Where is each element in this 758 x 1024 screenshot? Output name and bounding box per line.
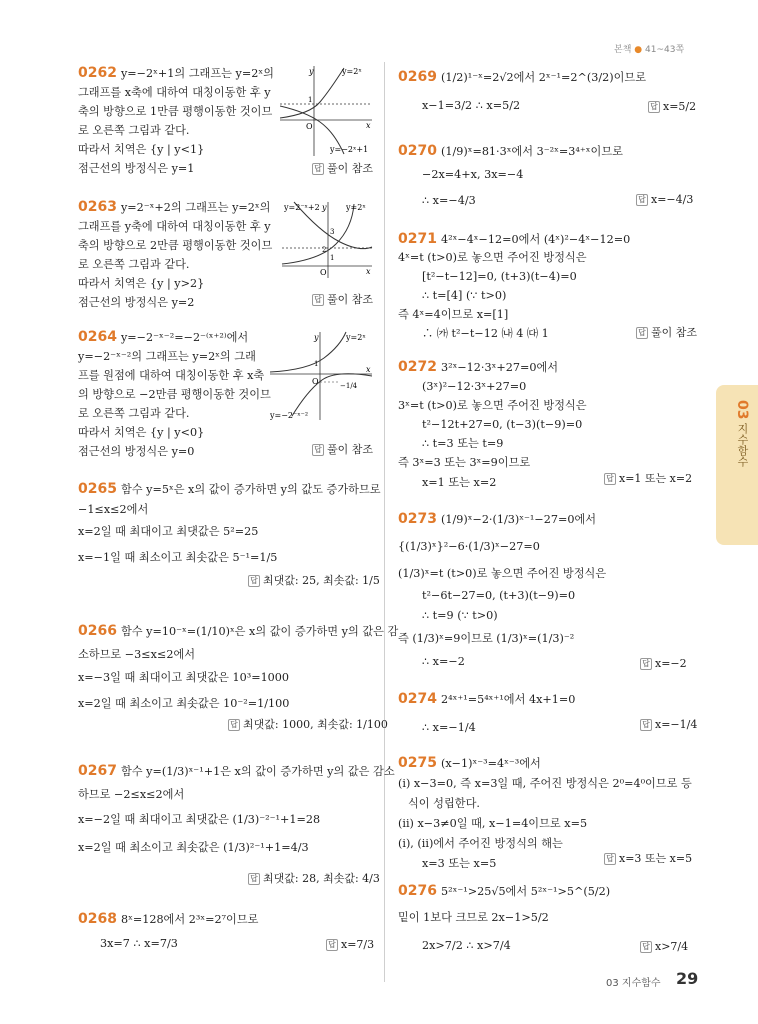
line: ∴ ㈎ t²−t−12 ㈏ 4 ㈐ 1 [422,327,549,340]
answer-box-icon: 답 [248,873,260,885]
answer-text: x=5/2 [663,100,697,113]
line: −2x=4+x, 3x=−4 [422,168,524,181]
line: 그래프를 x축에 대하여 대칭이동한 후 y [78,86,271,99]
answer-box-icon: 답 [248,575,260,587]
line: ∴ x=−4/3 [422,194,476,207]
line: x=1 또는 x=2 [422,476,497,489]
answer-box-icon: 답 [312,444,324,456]
problem-0262 [78,66,274,176]
curve-label: y=2ˣ [346,203,366,212]
line: 따라서 치역은 {y | y<1} [78,143,205,156]
answer-text: 풀이 참조 [651,326,698,339]
line: 로 오른쪽 그림과 같다. [78,124,190,137]
tick-label: 2 [322,246,327,254]
tick-label: −1/4 [340,382,358,390]
answer-text: x=−4/3 [651,193,694,206]
problem-0268 [78,912,258,951]
line: 즉 3ˣ=3 또는 3ˣ=9이므로 [398,456,531,469]
page-number: 29 [676,969,699,988]
answer-0275 [604,850,692,866]
answer-box-icon: 답 [312,294,324,306]
line: y=−2⁻ˣ⁻²=−2⁻⁽ˣ⁺²⁾에서 [120,331,249,344]
answer-0266 [228,716,388,732]
line: {(1/3)ˣ}²−6·(1/3)ˣ−27=0 [398,540,540,553]
answer-0269 [648,100,696,113]
answer-text: x=1 또는 x=2 [619,472,693,485]
line: 5²ˣ⁻¹>25√5에서 5²ˣ⁻¹>5^(5/2) [440,885,611,898]
problem-number: 0274 [398,691,437,707]
line: t²−6t−27=0, (t+3)(t−9)=0 [422,589,576,602]
answer-box-icon: 답 [228,719,240,731]
problem-number: 0271 [398,231,437,247]
curve-label: y=−2⁻ˣ⁻² [270,411,309,420]
answer-box-icon: 답 [640,658,652,670]
answer-0262 [312,160,373,176]
page-header [614,42,684,55]
problem-number: 0276 [398,883,437,899]
line: x=2일 때 최소이고 최솟값은 10⁻²=1/100 [78,697,290,710]
line: ∴ t=9 (∵ t>0) [422,609,498,622]
line: (ii) x−3≠0일 때, x−1=4이므로 x=5 [398,817,588,830]
answer-0276 [640,940,688,953]
problem-number: 0269 [398,69,437,85]
line: x−1=3/2 ∴ x=5/2 [422,99,521,112]
graph-0264 [268,328,376,424]
line: 소하므로 −3≤x≤2에서 [78,648,196,661]
problem-number: 0266 [78,623,117,639]
line: 즉 (1/3)ˣ=9이므로 (1/3)ˣ=(1/3)⁻² [398,632,575,645]
problem-0273 [398,512,606,669]
line: t²−12t+27=0, (t−3)(t−9)=0 [422,418,583,431]
line: (1/9)ˣ=81·3ˣ에서 3⁻²ˣ=3⁴⁺ˣ이므로 [440,145,623,158]
line: 함수 y=(1/3)ˣ⁻¹+1은 x의 값이 증가하면 y의 값은 감소 [120,765,395,778]
problem-0274 [398,692,575,735]
problem-0269 [398,70,646,113]
tick-label: 1 [314,360,319,368]
problem-number: 0272 [398,359,437,375]
problem-0264 [78,330,271,459]
axis-label: x [366,365,371,374]
line: (1/3)ˣ=t (t>0)로 놓으면 주어진 방정식은 [398,567,607,580]
answer-box-icon: 답 [636,327,648,339]
problem-0270 [398,144,623,208]
line: 4²ˣ−4ˣ−12=0에서 (4ˣ)²−4ˣ−12=0 [440,233,631,246]
answer-box-icon: 답 [636,194,648,206]
problem-number: 0270 [398,143,437,159]
answer-0267 [248,870,380,886]
origin-label: O [312,377,319,386]
tick-label: 1 [330,254,335,262]
answer-text: x>7/4 [655,940,689,953]
line: (i), (ii)에서 주어진 방정식의 해는 [398,837,563,850]
line: 함수 y=10⁻ˣ=(1/10)ˣ은 x의 값이 증가하면 y의 값은 감 [120,625,399,638]
problem-number: 0267 [78,763,117,779]
line: x=3 또는 x=5 [422,857,497,870]
answer-0265 [248,572,380,588]
problem-number: 0273 [398,511,437,527]
chapter-tab-label [724,400,750,467]
answer-0273 [640,657,687,670]
line: 점근선의 방정식은 y=2 [78,296,195,309]
line: 그래프를 y축에 대하여 대칭이동한 후 y [78,220,271,233]
line: 점근선의 방정식은 y=0 [78,445,195,458]
graph-0262 [280,62,376,158]
line: x=−2일 때 최대이고 최댓값은 (1/3)⁻²⁻¹+1=28 [78,813,321,826]
curve-label: y=2⁻ˣ+2 [284,203,320,212]
problem-number: 0265 [78,481,117,497]
line: (i) x−3=0, 즉 x=3일 때, 주어진 방정식은 2⁰=4⁰이므로 등 [398,777,692,790]
chapter-tab-number: 03 [734,400,750,420]
line: 4ˣ=t (t>0)로 놓으면 주어진 방정식은 [398,251,587,264]
line: ∴ x=−1/4 [422,721,476,734]
answer-text: 최댓값: 1000, 최솟값: 1/100 [243,718,388,731]
line: (3ˣ)²−12·3ˣ+27=0 [422,380,527,393]
origin-label: O [320,268,327,277]
line: x=−3일 때 최대이고 최댓값은 10³=1000 [78,671,290,684]
line: 로 오른쪽 그림과 같다. [78,258,190,271]
answer-text: 최댓값: 25, 최솟값: 1/5 [263,574,380,587]
line: 2x>7/2 ∴ x>7/4 [422,939,511,952]
curve-label: y=−2ˣ+1 [330,145,369,154]
tick-label: 3 [330,228,335,236]
problem-number: 0275 [398,755,437,771]
answer-text: 풀이 참조 [327,162,374,175]
answer-text: 최댓값: 28, 최솟값: 4/3 [263,872,380,885]
line: 축의 방향으로 2만큼 평행이동한 것이므 [78,239,273,252]
line: ∴ x=−2 [422,655,465,668]
answer-box-icon: 답 [648,101,660,113]
chapter-tab-title: 지수함수 [736,422,749,467]
problem-0276 [398,884,610,953]
answer-0263 [312,291,373,307]
axis-label: x [366,267,371,276]
answer-box-icon: 답 [604,853,616,865]
answer-0270 [636,193,693,206]
line: y=−2⁻ˣ⁻²의 그래프는 y=2ˣ의 그래 [78,350,256,363]
answer-box-icon: 답 [312,163,324,175]
header-pages: 41~43쪽 [645,45,685,55]
line: 2⁴ˣ⁺¹=5⁴ˣ⁺¹에서 4x+1=0 [440,693,576,706]
problem-number: 0264 [78,329,117,345]
line: [t²−t−12]=0, (t+3)(t−4)=0 [422,270,577,283]
answer-text: x=7/3 [341,938,375,951]
answer-text: 풀이 참조 [327,443,374,456]
line: (1/2)¹⁻ˣ=2√2에서 2ˣ⁻¹=2^(3/2)이므로 [440,71,647,84]
answer-text: x=−1/4 [655,718,698,731]
axis-label: y [314,333,319,342]
footer-chapter: 03 지수함수 [606,978,661,989]
problem-number: 0263 [78,199,117,215]
bullet-dot-icon: ● [634,45,643,55]
line: 즉 4ˣ=4이므로 x=[1] [398,308,509,321]
problem-0263 [78,200,272,310]
answer-box-icon: 답 [326,939,338,951]
answer-text: x=−2 [655,657,687,670]
line: 하므로 −2≤x≤2에서 [78,788,185,801]
line: 3x=7 ∴ x=7/3 [100,937,178,950]
problem-0271 [398,232,630,341]
tick-label: 1 [308,96,313,104]
line: 따라서 치역은 {y | y>2} [78,277,205,290]
graph-0263 [280,196,376,282]
answer-box-icon: 답 [604,473,616,485]
problem-0266 [78,624,398,711]
line: x=2일 때 최대이고 최댓값은 5²=25 [78,525,259,538]
line: x=2일 때 최소이고 최솟값은 (1/3)²⁻¹+1=4/3 [78,841,309,854]
origin-label: O [306,122,313,131]
line: (x−1)ˣ⁻³=4ˣ⁻³에서 [440,757,541,770]
curve-label: y=2ˣ [346,333,366,342]
line: 의 방향으로 −2만큼 평행이동한 것이므 [78,388,271,401]
line: 축의 방향으로 1만큼 평행이동한 것이므 [78,105,273,118]
line: 로 오른쪽 그림과 같다. [78,407,190,420]
line: (1/9)ˣ−2·(1/3)ˣ⁻¹−27=0에서 [440,513,597,526]
axis-label: y [309,67,314,76]
problem-0267 [78,764,395,855]
line: 따라서 치역은 {y | y<0} [78,426,205,439]
line: y=2⁻ˣ+2의 그래프는 y=2ˣ의 [120,201,271,214]
line: x=−1일 때 최소이고 최솟값은 5⁻¹=1/5 [78,551,278,564]
line: 3²ˣ−12·3ˣ+27=0에서 [440,361,559,374]
answer-0271 [636,324,697,340]
problem-number: 0268 [78,911,117,927]
line: 점근선의 방정식은 y=1 [78,162,195,175]
axis-label: x [366,121,371,130]
line: 함수 y=5ˣ은 x의 값이 증가하면 y의 값도 증가하므로 [120,483,381,496]
answer-0274 [640,718,697,731]
line: y=−2ˣ+1의 그래프는 y=2ˣ의 [120,67,274,80]
line: 밑이 1보다 크므로 2x−1>5/2 [398,911,549,924]
problem-0265 [78,482,381,565]
curve-label: y=2ˣ [342,67,362,76]
line: 8ˣ=128에서 2³ˣ=2⁷이므로 [120,913,259,926]
line: ∴ t=[4] (∵ t>0) [422,289,507,302]
answer-box-icon: 답 [640,941,652,953]
line: 프를 원점에 대하여 대칭이동한 후 x축 [78,369,265,382]
answer-box-icon: 답 [640,719,652,731]
axis-label: y [322,203,327,212]
line: 식이 성립한다. [408,797,480,810]
answer-text: x=3 또는 x=5 [619,852,693,865]
line: −1≤x≤2에서 [78,503,149,516]
answer-0264 [312,441,373,457]
answer-text: 풀이 참조 [327,293,374,306]
problem-number: 0262 [78,65,117,81]
line: ∴ t=3 또는 t=9 [422,437,504,450]
header-book: 본책 [614,45,632,55]
answer-0272 [604,470,692,486]
answer-0268 [326,938,374,951]
line: 3ˣ=t (t>0)로 놓으면 주어진 방정식은 [398,399,587,412]
problem-0272 [398,360,587,490]
